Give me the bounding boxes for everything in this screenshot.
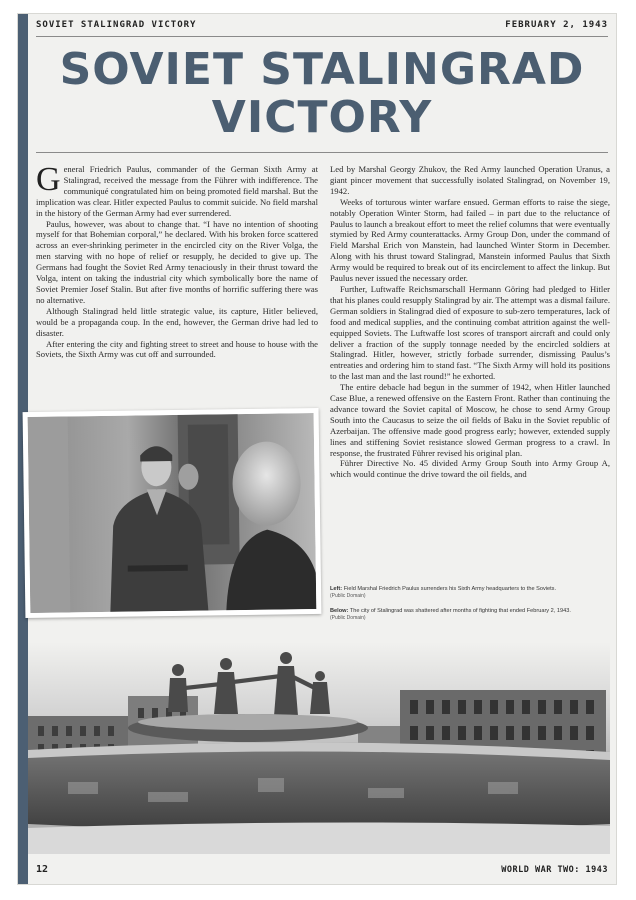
page-footer <box>36 864 608 878</box>
title-rule <box>36 152 608 153</box>
magazine-page <box>18 14 616 884</box>
paragraph: The entire debacle had begun in the summer of 1942, when Hitler launched Case Blue, a renewed offensive on the Eastern Front. Rather than continuing the advance toward the Soviet capital of Moscow, he chose to send Army Group South into the Caucasus to seize the oil fields of Baku in the Soviet republic of Azerbaijan. The offensive made good progress early; however, extended supply lines and stiffening Soviet resistance slowed German progress to a crawl. In response, the frustrated Führer revised his original plan. <box>330 382 610 458</box>
caption-label: Left: <box>330 586 343 592</box>
title-line-2: VICTORY <box>211 92 433 143</box>
paragraph: Paulus, however, was about to change that. “I have no intention of shooting myself for that Bohemian corporal,” he declared. With his broken force scattered across an ever-shrinking perimeter in the encircled city on the River Volga, the men starving with no hope of relief or resupply, he decided to give up. The Germans had fought the Soviet Red Army tenaciously in their thrust toward the Volga, intent on taking the industrial city which symbolically bore the name of Soviet Premier Josef Stalin. But after five months of horrific suffering there was no alternative. <box>36 218 318 305</box>
caption-source: (Public Domain) <box>330 615 366 621</box>
header-rule <box>36 36 608 37</box>
photo-paulus-image <box>28 413 317 613</box>
paragraph: Further, Luftwaffe Reichsmarschall Hermann Göring had pledged to Hitler that his planes could resupply Stalingrad by air. The attempt was a dismal failure. German soldiers in Stalingrad died of exposure to sub-zero temperatures, lack of food and medical supplies, and the continuing combat attrition against the well-equipped Soviets. The Luftwaffe lost scores of transport aircraft and could only deliver a fraction of the supply tonnage needed by the encircled soldiers at Stalingrad. Hitler, however, strictly forbade surrender, dismissing Paulus’s entreaties and ordering him to stand fast. “The Sixth Army will hold its positions to the last man and the last round!” he exhorted. <box>330 283 610 382</box>
drop-cap: G <box>36 161 61 198</box>
title-line-1: SOVIET STALINGRAD <box>59 44 585 95</box>
caption-left-photo <box>330 586 610 600</box>
caption-below-photo <box>330 608 610 622</box>
paragraph: Führer Directive No. 45 divided Army Group South into Army Group A, which would continue the drive toward the oil fields, and <box>330 458 610 480</box>
header-section: SOVIET STALINGRAD VICTORY <box>36 20 197 30</box>
page-number: 12 <box>36 864 49 875</box>
caption-text: Field Marshal Friedrich Paulus surrenders his Sixth Army headquarters to the Soviets. <box>343 586 557 592</box>
paragraph: Led by Marshal Georgy Zhukov, the Red Army launched Operation Uranus, a giant pincer movement that successfully isolated Stalingrad, on November 19, 1942. <box>330 164 610 196</box>
photo-stalingrad-ruins <box>28 642 610 854</box>
paragraph-text: eneral Friedrich Paulus, commander of the German Sixth Army at Stalingrad, received the message from the Führer with indifference. The communiqué congratulated him on being promoted field marshal. But the implication was clear. Hitler expected Paulus to commit suicide. No field marshal in the history of the German Army had ever surrendered. <box>36 164 318 218</box>
publication-name: WORLD WAR TWO: 1943 <box>501 865 608 875</box>
article-column-2 <box>330 164 610 480</box>
paragraph: Although Stalingrad held little strategic value, its capture, Hitler believed, would be a propaganda coup. In the end, however, the German drive had led to disaster. <box>36 305 318 338</box>
caption-source: (Public Domain) <box>330 593 366 599</box>
photo-paulus-surrender <box>23 408 322 618</box>
caption-text: The city of Stalingrad was shattered after months of fighting that ended February 2, 1943. <box>349 608 571 614</box>
caption-label: Below: <box>330 608 349 614</box>
page-title <box>38 46 606 142</box>
paragraph: Weeks of torturous winter warfare ensued. German efforts to raise the siege, notably Operation Winter Storm, had failed – in part due to the reluctance of Paulus to launch a breakout effort to meet the relief columns that were eventually stymied by Red Army counterattacks. Army Group Don, under the command of Field Marshal Erich von Manstein, had launched Winter Storm in December. Along with his thrust toward Stalingrad, Manstein informed Paulus that Sixth Army would be required to break out of its encirclement to affect the linkup. But Paulus never issued the necessary order. <box>330 196 610 284</box>
header-date: FEBRUARY 2, 1943 <box>505 20 608 30</box>
paragraph <box>36 161 318 219</box>
running-header <box>36 20 608 34</box>
paragraph: After entering the city and fighting street to street and house to house with the Soviets, the Sixth Army was cut off and surrounded. <box>36 338 318 360</box>
article-column-1 <box>36 161 318 360</box>
